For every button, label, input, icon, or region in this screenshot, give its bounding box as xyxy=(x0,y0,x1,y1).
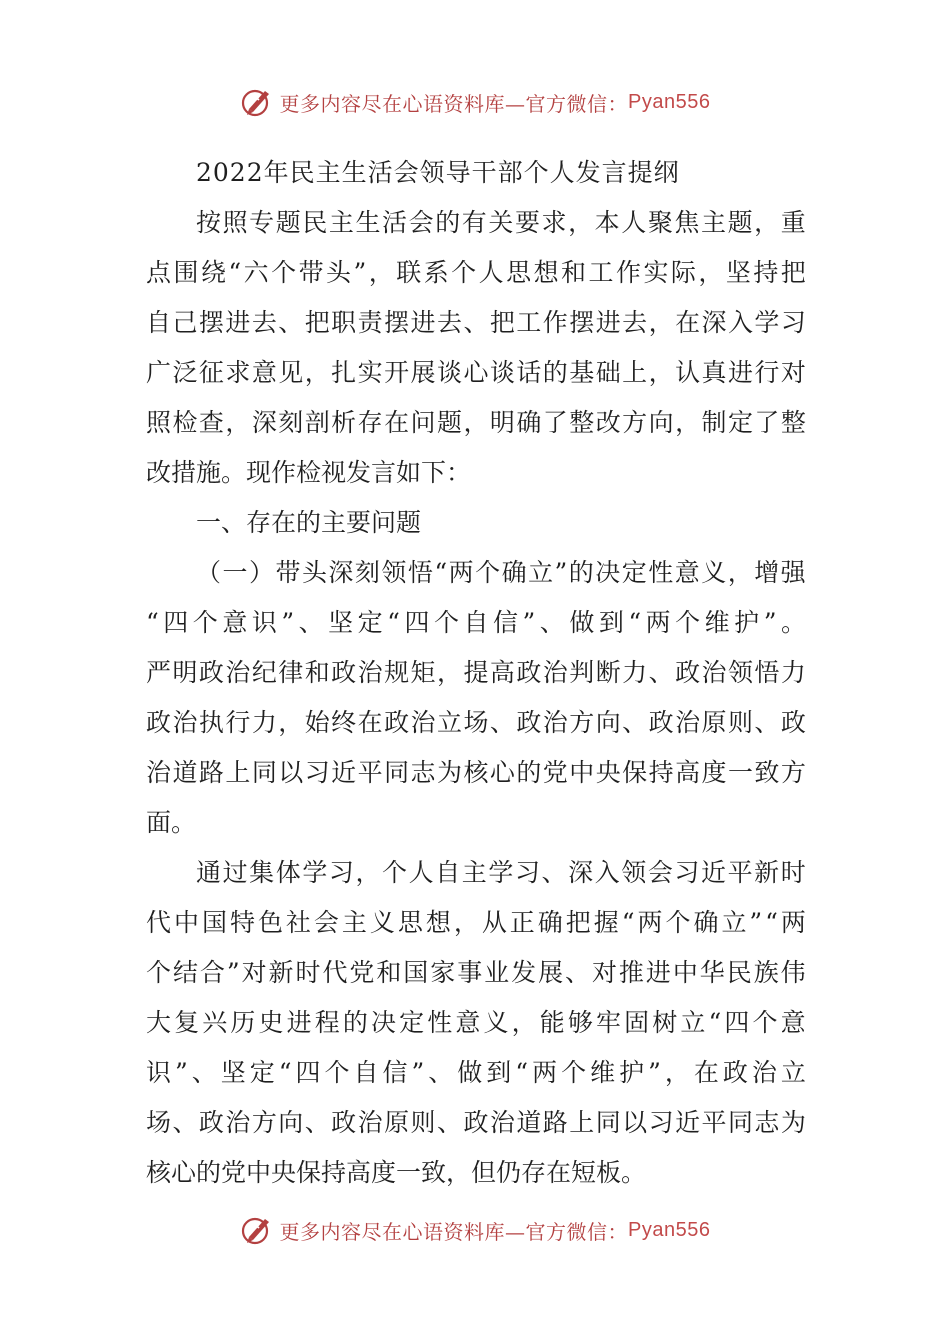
pen-seal-logo-icon xyxy=(240,85,274,119)
subsection-heading-line: “ 四 个 意 识 ” 、 坚 定 “ 四 个 自 信 ” 、 做 到 “ 两 个 维 护 ” 。 xyxy=(146,608,806,637)
footer-watermark xyxy=(0,1208,950,1252)
watermark-text: 更多内容尽在心语资料库—官方微信： xyxy=(279,91,629,116)
paragraph-line: 点 围 绕 “ 六 个 带 头 ” ， 联 系 个 人 思 想 和 工 作 实 际 ， 坚 持 把 xyxy=(146,258,806,287)
paragraph-line: 大 复 兴 历 史 进 程 的 决 定 性 意 义 ， 能 够 牢 固 树 立 “ 四 个 意 xyxy=(146,1008,806,1037)
paragraph-line: 照 检 查 ， 深 刻 剖 析 存 在 问 题 ， 明 确 了 整 改 方 向 ， 制 定 了 整 xyxy=(146,408,806,437)
watermark-text: 更多内容尽在心语资料库—官方微信： xyxy=(279,1219,629,1244)
watermark-handle: Pyan556 xyxy=(628,90,711,113)
paragraph-line: 通 过 集 体 学 习 ， 个 人 自 主 学 习 、 深 入 领 会 习 近 平 新 时 xyxy=(196,858,806,887)
paragraph-line: 核心的党中央保持高度一致，但仍存在短板。 xyxy=(146,1158,647,1187)
pen-seal-logo-icon xyxy=(240,1213,274,1247)
paragraph-line: 政 治 执 行 力 ， 始 终 在 政 治 立 场 、 政 治 方 向 、 政 治 原 则 、 政 xyxy=(146,708,806,737)
paragraph-line: 治 道 路 上 同 以 习 近 平 同 志 为 核 心 的 党 中 央 保 持 高 度 一 致 方 xyxy=(146,758,806,787)
header-watermark xyxy=(0,80,950,124)
paragraph-line: 个 结 合 ” 对 新 时 代 党 和 国 家 事 业 发 展 、 对 推 进 中 华 民 族 伟 xyxy=(146,958,806,987)
document-body xyxy=(146,148,806,1198)
paragraph-line: 代 中 国 特 色 社 会 主 义 思 想 ， 从 正 确 把 握 “ 两 个 确 立 ” “ 两 xyxy=(146,908,806,937)
paragraph-line: 按 照 专 题 民 主 生 活 会 的 有 关 要 求 ， 本 人 聚 焦 主 题 ， 重 xyxy=(196,208,806,237)
subsection-heading-line: （ 一 ） 带 头 深 刻 领 悟 “ 两 个 确 立 ” 的 决 定 性 意 义 ， 增 强 xyxy=(196,558,806,587)
paragraph-line: 严 明 政 治 纪 律 和 政 治 规 矩 ， 提 高 政 治 判 断 力 、 政 治 领 悟 力 xyxy=(146,658,806,687)
paragraph-line: 识 ” 、 坚 定 “ 四 个 自 信 ” 、 做 到 “ 两 个 维 护 ” ， 在 政 治 立 xyxy=(146,1058,806,1087)
section-heading: 一、存在的主要问题 xyxy=(196,508,422,537)
paragraph-line: 改措施。现作检视发言如下： xyxy=(146,458,472,487)
paragraph-line: 场 、 政 治 方 向 、 政 治 原 则 、 政 治 道 路 上 同 以 习 近 平 同 志 为 xyxy=(146,1108,806,1137)
document-title: 2022年民主生活会领导干部个人发言提纲 xyxy=(196,158,680,187)
paragraph-line: 面。 xyxy=(146,808,197,837)
watermark-handle: Pyan556 xyxy=(628,1218,711,1241)
paragraph-line: 广 泛 征 求 意 见 ， 扎 实 开 展 谈 心 谈 话 的 基 础 上 ， 认 真 进 行 对 xyxy=(146,358,806,387)
paragraph-line: 自 己 摆 进 去 、 把 职 责 摆 进 去 、 把 工 作 摆 进 去 ， 在 深 入 学 习 xyxy=(146,308,806,337)
